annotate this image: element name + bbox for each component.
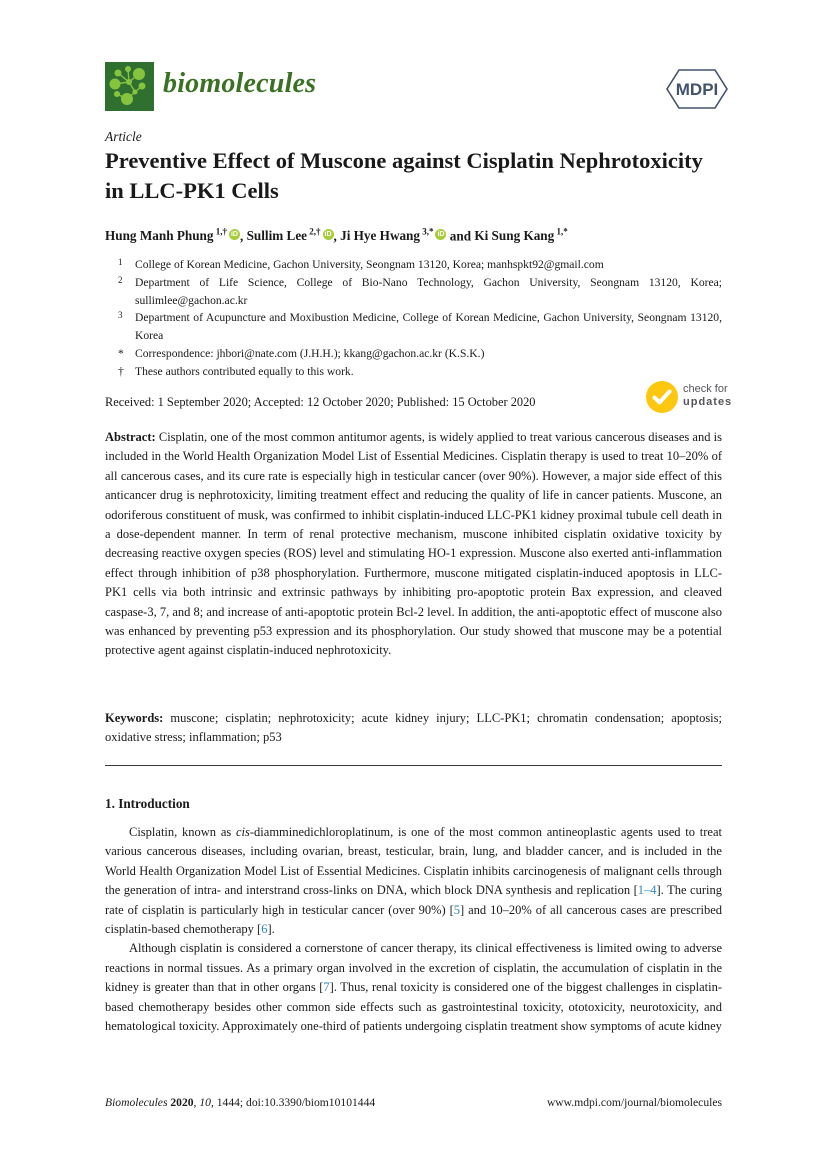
footer-journal-url: www.mdpi.com/journal/biomolecules (546, 1096, 722, 1109)
affiliation-marker: 2 (118, 274, 123, 285)
text-segment: ]. The curing rate of cisplatin is particularly high in testicular cancer (over 90%) [ (105, 883, 722, 917)
affiliation-text: Department of Acupuncture and Moxibustion Medicine, College of Korean Medicine, Gachon University, Seongnam 13120, Korea (135, 311, 722, 343)
abstract-paragraph (105, 428, 722, 661)
author (474, 228, 567, 243)
check-for-updates-badge[interactable] (645, 378, 737, 418)
footer-citation (105, 1096, 375, 1109)
author (247, 228, 334, 243)
affiliation-item (105, 309, 722, 345)
text-segment: , (193, 1096, 200, 1109)
author-superscript: 2,† (307, 227, 321, 237)
author-superscript: 1,* (554, 227, 568, 237)
masthead (105, 60, 722, 112)
author-separator: , (333, 228, 341, 244)
text-segment: ]. (267, 922, 275, 937)
reference-link[interactable]: 7 (323, 980, 330, 995)
affiliations-list (105, 256, 722, 381)
text-segment: Cisplatin, known as (129, 825, 236, 839)
author-name: Sullim Lee (246, 228, 308, 244)
journal-name: biomolecules (163, 68, 317, 99)
author-name: Ji Hye Hwang (340, 228, 420, 244)
author-superscript: 3,* (419, 227, 434, 237)
footer (105, 1096, 722, 1109)
mdpi-logo-icon (664, 66, 730, 112)
affiliation-marker: 1 (118, 257, 123, 267)
text-segment: muscone; cisplatin; nephrotoxicity; acute kidney injury; LLC-PK1; chromatin condensation; apoptosis; oxidative stress; inflammation; p53 (105, 711, 722, 745)
orcid-icon[interactable]: iD (437, 231, 445, 239)
keywords-paragraph (105, 709, 722, 748)
author-separator: and (446, 228, 475, 244)
text-segment: ]. Thus, renal toxicity is considered one of the biggest challenges in cisplatin-based chemotherapy besides other common side effects such as gastrointestinal toxicity, ototoxicity, neurotoxicity, and hematological toxicity. Approximately one-third of patients undergoing cisplatin treatment show symptoms of acute kidney (105, 980, 722, 1034)
authors-line (105, 227, 722, 244)
article-type-label: Article (105, 129, 142, 144)
text-segment: Abstract: (105, 430, 159, 444)
text-segment: Keywords: (105, 711, 171, 725)
mdpi-wordmark: MDPI (675, 80, 719, 99)
affiliation-marker: * (118, 346, 124, 360)
text-segment: ] and 10–20% of all cancerous cases are prescribed cisplatin-based chemotherapy [ (105, 902, 722, 937)
author (340, 228, 446, 243)
affiliation-text: Department of Life Science, College of Bio-Nano Technology, Gachon University, Seongnam 13120, Korea; sullimlee@gachon.ac.kr (135, 275, 722, 307)
reference-link[interactable]: 6 (261, 922, 268, 937)
affiliation-text: Correspondence: jhbori@nate.com (J.H.H.); kkang@gachon.ac.kr (K.S.K.) (135, 346, 485, 360)
introduction-body (105, 823, 722, 1036)
text-segment: 2020 (170, 1096, 194, 1109)
check-icon (645, 380, 679, 414)
orcid-icon[interactable]: iD (230, 231, 238, 239)
orcid-icon[interactable]: iD (324, 231, 332, 239)
text-segment: -diamminedichloroplatinum, is one of the most common antineoplastic agents used to treat various cancerous diseases, including ovarian, breast, testicular, brain, lung, and bladder cancer, and is included in the World Health Organization Model List of Essential Medicines. Cisplatin inhibits carcinogenesis of malignant cells through the generation of intra- and interstrand cross-links on DNA, which block DNA synthesis and replication [ (105, 825, 722, 898)
text-segment: cis (236, 825, 250, 839)
text-segment: Although cisplatin is considered a cornerstone of cancer therapy, its clinical effectiveness is limited owing to adverse reactions in normal tissues. As a primary organ involved in the excretion of cisplatin, the accumulation of cisplatin in the kidney is greater than that in other organs [ (105, 941, 722, 995)
author-separator: , (239, 228, 247, 244)
author-superscript: 1,† (213, 227, 227, 237)
text-segment: Biomolecules (105, 1096, 171, 1109)
text-segment: Cisplatin, one of the most common antitumor agents, is widely applied to treat various cancerous diseases and is included in the World Health Organization Model List of Essential Medicines. Cisplatin therapy is used to treat 10–20% of all cancerous cases, and its cure rate is especially high in testicular cancer (over 90%). However, a major side effect of this anticancer drug is nephrotoxicity, limiting treatment effect and reducing the quality of life in cancer patients. Muscone, an odoriferous constituent of musk, was confirmed to inhibit cisplatin-induced LLC-PK1 kidney proximal tubule cell death in a dose-dependent manner. In term of renal protective mechanism, muscone inhibited cisplatin oxidative toxicity by decreasing reactive oxygen species (ROS) level and stimulating HO-1 expression. Muscone also exerted anti-inflammation effect through inhibition of p38 phosphorylation. Furthermore, muscone mitigated cisplatin-induced apoptosis in LLC-PK1 cells via both intrinsic and extrinsic pathways by inhibiting pro-apoptotic protein Bax expression, and cleaved caspase-3, 7, and 8; and increase of anti-apoptotic protein Bcl-2 level. In addition, the anti-apoptotic effect of muscone also was enhanced by preventing p53 expression and its phosphorylation. Our study showed that muscone may be a potential protective agent against cisplatin-induced nephrotoxicity. (105, 430, 722, 658)
affiliation-item (105, 256, 722, 274)
badge-line2: updates (683, 396, 733, 408)
author (105, 228, 240, 243)
section-divider (105, 765, 722, 766)
section-heading-introduction: 1. Introduction (105, 796, 190, 811)
reference-link[interactable]: 1–4 (637, 883, 657, 898)
intro-paragraph-2 (105, 939, 722, 1036)
badge-line1: check for (683, 383, 728, 395)
affiliation-text: College of Korean Medicine, Gachon University, Seongnam 13120, Korea; manhspkt92@gmail.com (135, 258, 604, 271)
biomolecules-logo-icon (105, 62, 154, 111)
text-segment: , 1444; doi:10.3390/biom10101444 (210, 1096, 376, 1109)
affiliation-marker: 3 (118, 310, 123, 321)
dates-line: Received: 1 September 2020; Accepted: 12 October 2020; Published: 15 October 2020 (105, 395, 536, 409)
affiliation-item (105, 345, 722, 363)
text-segment: 10 (199, 1096, 211, 1109)
affiliation-text: These authors contributed equally to this work. (135, 364, 354, 378)
intro-paragraph-1 (105, 823, 722, 939)
affiliation-marker: † (118, 364, 124, 378)
author-name: Hung Manh Phung (105, 228, 214, 244)
author-name: Ki Sung Kang (474, 228, 555, 244)
page-title: Preventive Effect of Muscone against Cisplatin Nephrotoxicity in LLC-PK1 Cells (105, 148, 703, 203)
affiliation-item (105, 274, 722, 310)
badge-text (683, 383, 732, 409)
affiliation-item (105, 363, 722, 381)
reference-link[interactable]: 5 (453, 902, 461, 917)
